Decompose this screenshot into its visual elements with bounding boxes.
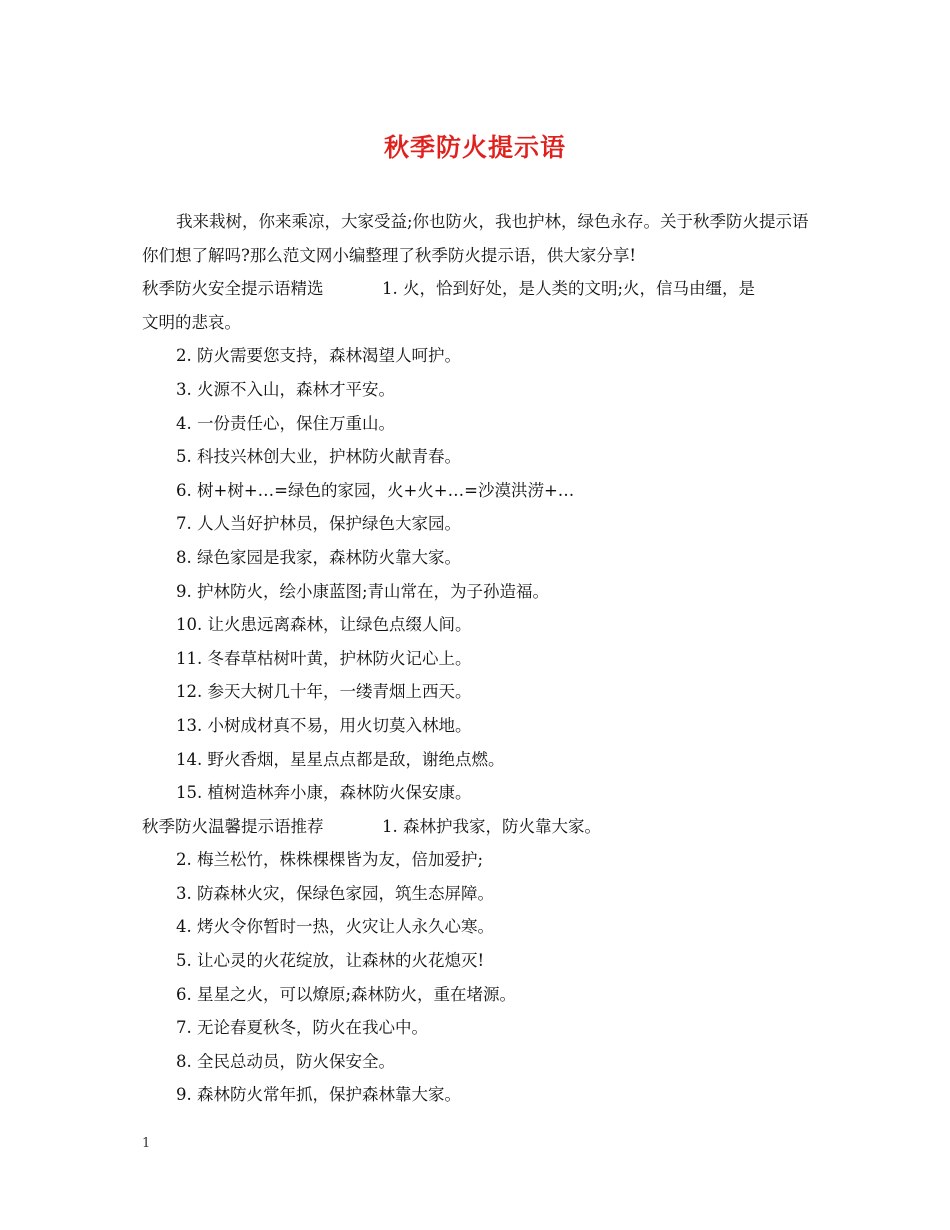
list-item: 7. 人人当好护林员，保护绿色大家园。: [176, 514, 461, 534]
list-item: 8. 绿色家园是我家，森林防火靠大家。: [176, 547, 461, 567]
list-item: 2. 梅兰松竹，株株棵棵皆为友，倍加爱护;: [176, 850, 484, 870]
list-item: 4. 一份责任心，保住万重山。: [176, 413, 395, 433]
section2-heading-line: [142, 810, 814, 844]
list-item: 11. 冬春草枯树叶黄，护林防火记心上。: [176, 648, 472, 668]
list-item: 5. 科技兴林创大业，护林防火献青春。: [176, 447, 461, 467]
list-item: 10. 让火患远离森林，让绿色点缀人间。: [176, 615, 472, 635]
list-item: 9. 护林防火，绘小康蓝图;青山常在，为子孙造福。: [176, 581, 550, 601]
intro-paragraph: 我来栽树，你来乘凉，大家受益;你也防火，我也护林，绿色永存。关于秋季防火提示语你们想了解吗?那么范文网小编整理了秋季防火提示语，供大家分享!: [142, 212, 809, 265]
section2-heading: 秋季防火温馨提示语推荐: [142, 816, 324, 836]
list-item: 14. 野火香烟，星星点点都是敌，谢绝点燃。: [176, 749, 505, 769]
list-item: 9. 森林防火常年抓，保护森林靠大家。: [176, 1085, 461, 1105]
list-item: 4. 烤火令你暂时一热，火灾让人永久心寒。: [176, 917, 494, 937]
list-item: 7. 无论春夏秋冬，防火在我心中。: [176, 1018, 428, 1038]
list-item: 8. 全民总动员，防火保安全。: [176, 1051, 395, 1071]
list-item: 3. 火源不入山，森林才平安。: [176, 379, 395, 399]
list-item: 3. 防森林火灾，保绿色家园，筑生态屏障。: [176, 883, 494, 903]
section1-heading: 秋季防火安全提示语精选: [142, 279, 324, 299]
list-item: 6. 树+树+…=绿色的家园，火+火+…=沙漠洪涝+…: [176, 480, 575, 500]
section1-list: [142, 339, 814, 809]
page-number: 1: [142, 1136, 151, 1151]
list-item: 6. 星星之火，可以燎原;森林防火，重在堵源。: [176, 984, 517, 1004]
section2-item-1: 1. 森林护我家，防火靠大家。: [382, 816, 601, 836]
section1-item-1-continued: 文明的悲哀。: [142, 312, 241, 332]
list-item: 5. 让心灵的火花绽放，让森林的火花熄灭!: [176, 951, 485, 971]
document-body: [142, 205, 814, 1112]
list-item: 15. 植树造林奔小康，森林防火保安康。: [176, 783, 472, 803]
list-item: 13. 小树成材真不易，用火切莫入林地。: [176, 715, 472, 735]
section1-item-1: 1. 火，恰到好处，是人类的文明;火，信马由缰，是: [382, 279, 756, 299]
list-item: 2. 防火需要您支持，森林渴望人呵护。: [176, 346, 461, 366]
section1-heading-line: [142, 272, 814, 306]
section2-list: [142, 843, 814, 1112]
list-item: 12. 参天大树几十年，一缕青烟上西天。: [176, 682, 472, 702]
page-title: 秋季防火提示语: [383, 133, 566, 162]
